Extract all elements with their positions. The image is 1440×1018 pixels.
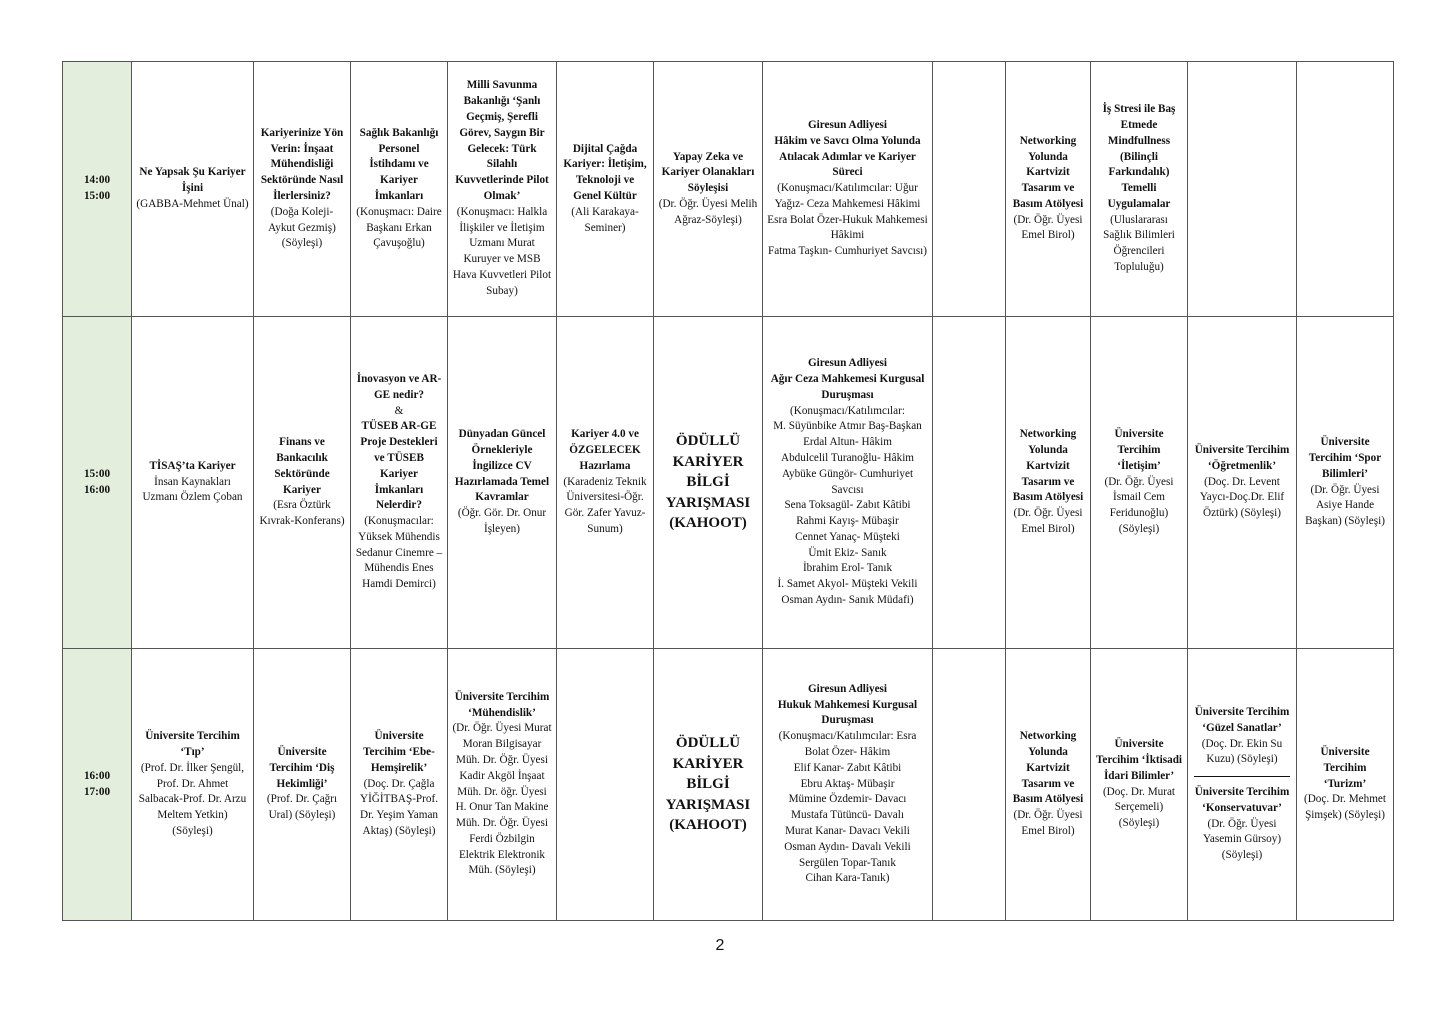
session-detail: Cihan Kara-Tanık) <box>805 872 890 885</box>
session-detail: (Dr. Öğr. Üyesi Asiye Hande Başkan) (Söyleşi) <box>1305 483 1385 528</box>
session-detail: Abdulcelil Turanoğlu- Hâkim <box>781 451 914 464</box>
session-detail: (Prof. Dr. Çağrı Ural) (Söyleşi) <box>266 793 338 822</box>
session-cell <box>1188 317 1297 649</box>
session-cell <box>254 62 351 317</box>
page-number: 2 <box>715 937 725 954</box>
session-cell <box>557 62 654 317</box>
session-detail: Sena Toksagül- Zabıt Kâtibi <box>784 499 911 512</box>
session-detail: (Esra Öztürk Kıvrak-Konferans) <box>259 499 345 528</box>
session-detail: (Dr. Öğr. Üyesi Yasemin Gürsoy) (Söyleşi) <box>1202 817 1282 862</box>
time-slot-row <box>63 62 1394 317</box>
session-title: Üniversite Tercihim ‘Turizm’ <box>1320 746 1370 790</box>
session-title: Dijital Çağda Kariyer: İletişim, Teknoloji ve Genel Kültür <box>563 142 647 202</box>
quiz-title: ÖDÜLLÜ KARİYER BİLGİ YARIŞMASI (KAHOOT) <box>665 735 751 834</box>
session-title: Üniversite Tercihim ‘Spor Bilimleri’ <box>1308 436 1382 480</box>
session-title: Milli Savunma Bakanlığı ‘Şanlı Geçmiş, Şerefli Görev, Saygın Bir Gelecek: Türk Silahlı Kuvvetlerinde Pilot Olmak’ <box>455 79 549 202</box>
session-title: Networking Yolunda Kartvizit Tasarım ve Basım Atölyesi <box>1012 428 1084 504</box>
session-cell <box>132 317 254 649</box>
schedule-body <box>63 62 1394 921</box>
session-title: Sağlık Bakanlığı Personel İstihdamı ve Kariyer İmkanları <box>359 126 439 202</box>
slot-start-time: 15:00 <box>83 467 111 480</box>
session-detail: İbrahim Erol- Tanık <box>802 562 893 575</box>
session-detail: (Dr. Öğr. Üyesi Melih Ağraz-Söyleşi) <box>658 197 758 226</box>
session-cell <box>1006 317 1091 649</box>
session-detail: M. Süyünbike Atmır Baş-Başkan <box>773 420 922 433</box>
session-cell <box>1006 649 1091 921</box>
session-cell <box>763 317 933 649</box>
session-detail: (Doç. Dr. Ekin Su Kuzu) (Söyleşi) <box>1201 737 1283 766</box>
session-title: Dünyadan Güncel Örnekleriyle İngilizce CV Hazırlamada Temel Kavramlar <box>454 428 550 504</box>
time-slot-row <box>63 649 1394 921</box>
session-title: TÜSEB AR-GE Proje Destekleri ve TÜSEB Kariyer İmkanları Nelerdir? <box>360 420 438 512</box>
slot-end-time: 15:00 <box>83 190 111 202</box>
session-detail: & <box>394 404 404 417</box>
session-cell <box>1297 317 1394 649</box>
session-detail: Fatma Taşkın- Cumhuriyet Savcısı) <box>767 245 928 258</box>
session-title: Giresun Adliyesi <box>807 118 888 131</box>
session-cell <box>654 62 763 317</box>
session-detail: Ebru Aktaş- Mübaşir <box>800 777 895 790</box>
session-detail: (Doç. Dr. Mehmet Şimşek) (Söyleşi) <box>1303 793 1387 822</box>
session-title: Kariyer 4.0 ve ÖZGELECEK Hazırlama <box>569 428 641 472</box>
session-cell <box>448 62 557 317</box>
session-title: Finans ve Bankacılık Sektöründe Kariyer <box>274 436 330 496</box>
time-slot-cell <box>63 317 132 649</box>
session-detail: Aybüke Güngör- Cumhuriyet Savcısı <box>781 467 914 496</box>
empty-cell <box>933 649 1006 921</box>
session-title: Hukuk Mahkemesi Kurgusal Duruşması <box>777 698 918 727</box>
session-cell <box>1006 62 1091 317</box>
schedule-table <box>62 61 1394 921</box>
empty-cell <box>933 62 1006 317</box>
session-cell <box>1297 649 1394 921</box>
session-detail: (Doç. Dr. Levent Yaycı-Doç.Dr. Elif Öztürk) (Söyleşi) <box>1199 475 1285 520</box>
session-title: Üniversite Tercihim ‘Konservatuvar’ <box>1194 786 1290 814</box>
session-detail: (Konuşmacı: Daire Başkanı Erkan Çavuşoğlu) <box>356 205 442 250</box>
session-detail: (Karadeniz Teknik Üniversitesi-Öğr. Gör. Zafer Yavuz-Sunum) <box>563 475 647 535</box>
session-detail: Osman Aydın- Sanık Müdafi) <box>781 594 914 607</box>
session-title: İnovasyon ve AR-GE nedir? <box>356 372 442 401</box>
session-title: Giresun Adliyesi <box>807 357 888 370</box>
session-detail: Rahmi Kayış- Mübaşir <box>796 515 899 528</box>
session-cell <box>254 317 351 649</box>
session-title: Hâkim ve Savcı Olma Yolunda Atılacak Adımlar ve Kariyer Süreci <box>774 134 921 179</box>
slot-end-time: 17:00 <box>83 785 111 798</box>
session-title: Ne Yapsak Şu Kariyer İşini <box>139 166 246 195</box>
session-detail: Ümit Ekiz- Sanık <box>808 546 887 559</box>
session-detail: (GABBA-Mehmet Ünal) <box>136 197 249 210</box>
session-detail: (Doğa Koleji-Aykut Gezmiş) (Söyleşi) <box>268 205 336 250</box>
slot-start-time: 14:00 <box>83 174 111 187</box>
session-detail: Mümine Özdemir- Davacı <box>788 793 907 806</box>
session-title: Üniversite Tercihim ‘İktisadi İdari Bilimler’ <box>1095 738 1183 782</box>
session-cell <box>1091 62 1188 317</box>
session-title: Networking Yolunda Kartvizit Tasarım ve Basım Atölyesi <box>1012 134 1084 210</box>
empty-cell <box>933 317 1006 649</box>
time-slot-cell <box>63 649 132 921</box>
session-detail: (Dr. Öğr. Üyesi Emel Birol) <box>1013 809 1083 837</box>
session-detail: İ. Samet Akyol- Müşteki Vekili <box>777 578 918 591</box>
session-title: Networking Yolunda Kartvizit Tasarım ve Basım Atölyesi <box>1012 730 1084 806</box>
time-slot-row <box>63 317 1394 649</box>
empty-cell <box>1188 62 1297 317</box>
slot-end-time: 16:00 <box>83 483 111 496</box>
session-detail: (Konuşmacılar: Yüksek Mühendis Sedanur Cinemre – Mühendis Enes Hamdi Demirci) <box>355 515 443 591</box>
session-detail: (Doç. Dr. Murat Serçemeli) (Söyleşi) <box>1102 785 1176 830</box>
session-cell <box>351 649 448 921</box>
session-title: Üniversite Tercihim ‘Ebe-Hemşirelik’ <box>363 730 435 774</box>
session-detail: Mustafa Tütüncü- Davalı <box>791 809 904 822</box>
session-title: Üniversite Tercihim ‘Mühendislik’ <box>454 690 550 719</box>
session-cell <box>763 649 933 921</box>
session-cell <box>448 649 557 921</box>
session-detail: Esra Bolat Özer-Hukuk Mahkemesi Hâkimi <box>767 213 928 242</box>
session-cell <box>1091 317 1188 649</box>
session-cell <box>254 649 351 921</box>
session-title: Üniversite Tercihim ‘Diş Hekimliği’ <box>269 746 335 790</box>
session-cell <box>132 62 254 317</box>
session-title: Üniversite Tercihim ‘Öğretmenlik’ <box>1194 444 1290 472</box>
session-cell <box>1188 649 1297 921</box>
empty-cell <box>1297 62 1394 317</box>
session-cell <box>654 317 763 649</box>
session-detail: Sergülen Topar-Tanık <box>799 856 896 869</box>
session-detail: (Dr. Öğr. Üyesi Emel Birol) <box>1013 213 1083 242</box>
session-detail: Osman Aydın- Davalı Vekili <box>784 840 911 853</box>
session-detail: (Öğr. Gör. Dr. Onur İşleyen) <box>457 507 547 535</box>
session-detail: (Dr. Öğr. Üyesi İsmail Cem Feridunoğlu) (Söyleşi) <box>1104 475 1174 535</box>
session-detail: Cennet Yanaç- Müşteki <box>795 530 900 543</box>
session-detail: (Konuşmacı/Katılımcılar: Uğur Yağız- Ceza Mahkemesi Hâkimi <box>774 182 921 210</box>
session-detail: İnsan Kaynakları Uzmanı Özlem Çoban <box>142 475 243 504</box>
session-detail: (Prof. Dr. İlker Şengül, Prof. Dr. Ahmet Salbacak-Prof. Dr. Arzu Meltem Yetkin) (Söyleşi) <box>138 761 247 837</box>
session-title: Kariyerinize Yön Verin: İnşaat Mühendisliği Sektöründe Nasıl İlerlersiniz? <box>260 126 344 202</box>
session-detail: (Dr. Öğr. Üyesi Murat Moran Bilgisayar Müh. Dr. Öğr. Üyesi Kadir Akgöl İnşaat Müh. Dr. öğr. Üyesi H. Onur Tan Makine Müh. Dr. Öğr. Üyesi Ferdi Özbilgin Elektrik Elektronik Müh. (Söyleşi) <box>452 722 552 877</box>
session-detail: (Uluslararası Sağlık Bilimleri Öğrencileri Topluluğu) <box>1103 213 1175 274</box>
session-title: Ağır Ceza Mahkemesi Kurgusal Duruşması <box>770 372 925 401</box>
session-cell <box>132 649 254 921</box>
session-detail: (Konuşmacı/Katılımcılar: <box>790 404 905 417</box>
session-title: İş Stresi ile Baş Etmede Mindfullness (Bilinçli Farkındalık) Temelli Uygulamalar <box>1102 103 1176 210</box>
empty-cell <box>557 649 654 921</box>
session-cell <box>763 62 933 317</box>
slot-start-time: 16:00 <box>83 769 111 782</box>
session-title: Giresun Adliyesi <box>807 682 888 695</box>
session-detail: (Doç. Dr. Çağla YİĞİTBAŞ-Prof. Dr. Yeşim Yaman Aktaş) (Söyleşi) <box>359 777 439 837</box>
time-slot-cell <box>63 62 132 317</box>
session-title: Üniversite Tercihim ‘Tıp’ <box>145 730 240 758</box>
session-cell <box>351 62 448 317</box>
session-title: TİSAŞ’ta Kariyer <box>149 459 236 472</box>
session-cell <box>351 317 448 649</box>
session-detail: (Konuşmacı: Halkla İlişkiler ve İletişim Uzmanı Murat Kuruyer ve MSB Hava Kuvvetleri Pilot Subay) <box>452 205 552 297</box>
session-detail: (Dr. Öğr. Üyesi Emel Birol) <box>1013 507 1083 535</box>
session-cell <box>448 317 557 649</box>
session-detail: Elif Kanar- Zabıt Kâtibi <box>793 761 902 774</box>
quiz-title: ÖDÜLLÜ KARİYER BİLGİ YARIŞMASI (KAHOOT) <box>665 433 751 532</box>
session-title: Üniversite Tercihim ‘İletişim’ <box>1114 428 1164 472</box>
session-title: Yapay Zeka ve Kariyer Olanakları Söyleşisi <box>661 150 755 195</box>
session-cell <box>1091 649 1188 921</box>
session-detail: (Konuşmacı/Katılımcılar: Esra Bolat Özer- Hâkim <box>778 730 917 758</box>
session-title: Üniversite Tercihim ‘Güzel Sanatlar’ <box>1194 705 1290 734</box>
session-divider <box>1194 776 1290 777</box>
session-cell <box>557 317 654 649</box>
session-detail: Murat Kanar- Davacı Vekili <box>785 824 910 837</box>
session-detail: (Ali Karakaya-Seminer) <box>571 205 639 234</box>
session-cell <box>654 649 763 921</box>
session-detail: Erdal Altun- Hâkim <box>803 436 892 449</box>
